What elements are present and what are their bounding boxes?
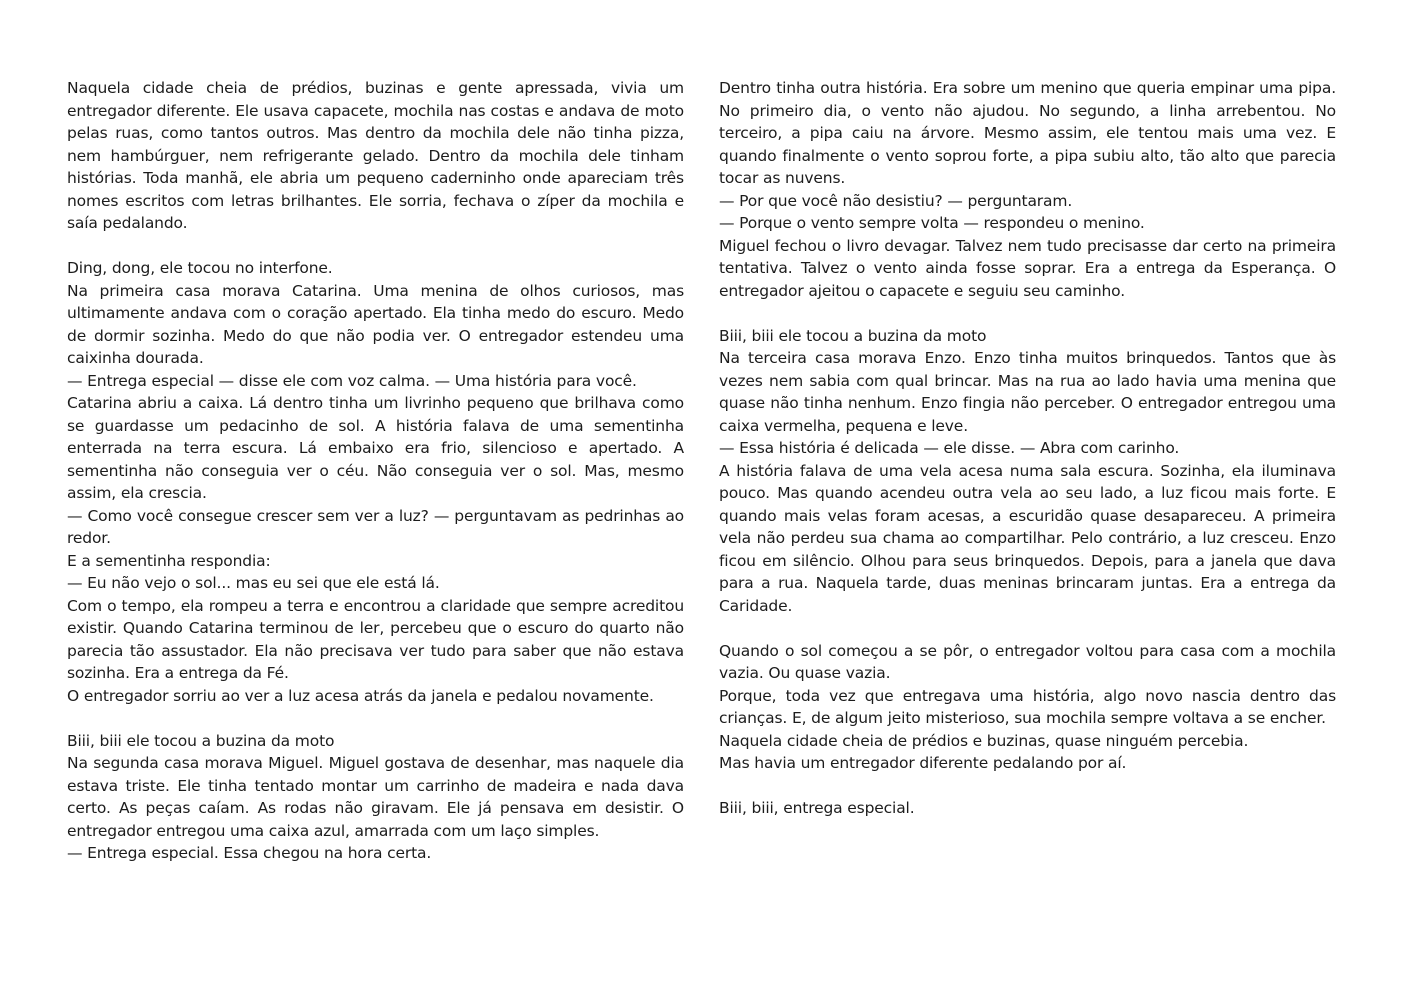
paragraph: Naquela cidade cheia de prédios, buzinas e gente apressada, vivia um entregador diferente. Ele usava capacete, mochila nas costas e andava de moto pelas ruas, como tantos outros. Mas dentro da mochila dele não tinha pizza, nem hambúrguer, nem refrigerante gelado. Dentro da mochila dele tinham histórias. Toda manhã, ele abria um pequeno caderninho onde apareciam três nomes escritos com letras brilhantes. Ele sorria, fechava o zíper da mochila e saía pedalando. — [67, 79, 684, 232]
paragraph: Porque, toda vez que entregava uma história, algo novo nascia dentro das crianças. E, de algum jeito misterioso, sua mochila sempre voltava a se encher. — [719, 686, 1336, 727]
paragraph-gap — [67, 707, 684, 730]
paragraph: Na primeira casa morava Catarina. Uma menina de olhos curiosos, mas ultimamente andava com o coração apertado. Ela tinha medo do escuro. Medo de dormir sozinha. Medo do que não podia ver. O entregador estendeu uma caixinha dourada. — [67, 281, 684, 367]
paragraph: — Porque o vento sempre volta — respondeu o menino. — [719, 214, 1145, 232]
paragraph: Na segunda casa morava Miguel. Miguel gostava de desenhar, mas naquele dia estava triste. Ele tinha tentado montar um carrinho de madeira e nada dava certo. As peças caíam. As rodas não giravam. Ele já pensava em desistir. O entregador entregou uma caixa azul, amarrada com um laço simples. — [67, 754, 684, 840]
paragraph: A história falava de uma vela acesa numa sala escura. Sozinha, ela iluminava pouco. Mas quando acendeu outra vela ao seu lado, a luz ficou mais forte. E quando mais velas foram acesas, a escuridão quase desapareceu. A primeira vela não perdeu sua chama ao compartilhar. Pelo contrário, a luz cresceu. Enzo ficou em silêncio. Olhou para seus brinquedos. Depois, para a janela que dava para a rua. Naquela tarde, duas meninas brincaram juntas. Era a entrega da Caridade. — [719, 461, 1336, 615]
paragraph: Biii, biii, entrega especial. — [719, 799, 915, 817]
paragraph: — Entrega especial. Essa chegou na hora certa. — [67, 844, 432, 862]
paragraph: — Por que você não desistiu? — perguntaram. — [719, 191, 1073, 210]
paragraph: Biii, biii ele tocou a buzina da moto — [719, 326, 987, 345]
paragraph: — Eu não vejo o sol... mas eu sei que ele está lá. — [67, 574, 440, 592]
paragraph-gap — [67, 235, 684, 258]
paragraph: Ding, dong, ele tocou no interfone. — [67, 259, 333, 277]
paragraph: Naquela cidade cheia de prédios e buzinas, quase ninguém percebia. — [719, 731, 1249, 750]
paragraph: Dentro tinha outra história. Era sobre um menino que queria empinar uma pipa. No primeiro dia, o vento não ajudou. No segundo, a linha arrebentou. No terceiro, a pipa caiu na árvore. Mesmo assim, ele tentou mais uma vez. E quando finalmente o vento soprou forte, a pipa subiu alto, tão alto que parecia tocar as nuvens. — [719, 79, 1336, 187]
paragraph: Mas havia um entregador diferente pedalando por aí. — [719, 754, 1127, 772]
paragraph: — Como você consegue crescer sem ver a luz? — perguntavam as pedrinhas ao redor. — [67, 506, 684, 547]
paragraph: — Entrega especial — disse ele com voz calma. — Uma história para você. — [67, 371, 637, 390]
paragraph: O entregador sorriu ao ver a luz acesa atrás da janela e pedalou novamente. — [67, 686, 654, 705]
paragraph-gap — [719, 775, 1336, 798]
paragraph-gap — [719, 302, 1336, 325]
paragraph: E a sementinha respondia: — [67, 551, 271, 570]
paragraph: Na terceira casa morava Enzo. Enzo tinha muitos brinquedos. Tantos que às vezes nem sabia com qual brincar. Mas na rua ao lado havia uma menina que quase não tinha nenhum. Enzo fingia não perceber. O entregador entregou uma caixa vermelha, pequena e leve. — [719, 349, 1336, 435]
paragraph: — Essa história é delicada — ele disse. — Abra com carinho. — [719, 439, 1180, 457]
paragraph: Biii, biii ele tocou a buzina da moto — [67, 731, 335, 750]
paragraph: Com o tempo, ela rompeu a terra e encontrou a claridade que sempre acreditou existir. Quando Catarina terminou de ler, percebeu que o escuro do quarto não parecia tão assustador. Ela não precisava ver tudo para saber que não estava sozinha. Era a entrega da Fé. — [67, 596, 684, 682]
paragraph: Catarina abriu a caixa. Lá dentro tinha um livrinho pequeno que brilhava como se guardasse um pedacinho de sol. A história falava de uma sementinha enterrada na terra escura. Lá embaixo era frio, silencioso e apertado. A sementinha não conseguia ver o céu. Não conseguia ver o sol. Mas, mesmo assim, ela crescia. — [67, 394, 684, 502]
right-text-column — [719, 77, 1336, 820]
paragraph-gap — [719, 617, 1336, 640]
left-text-column — [67, 77, 684, 865]
paragraph: Miguel fechou o livro devagar. Talvez nem tudo precisasse dar certo na primeira tentativa. Talvez o vento ainda fosse soprar. Era a entrega da Esperança. O entregador ajeitou o capacete e seguiu seu caminho. — [719, 236, 1336, 300]
paragraph: Quando o sol começou a se pôr, o entregador voltou para casa com a mochila vazia. Ou quase vazia. — [719, 641, 1336, 682]
